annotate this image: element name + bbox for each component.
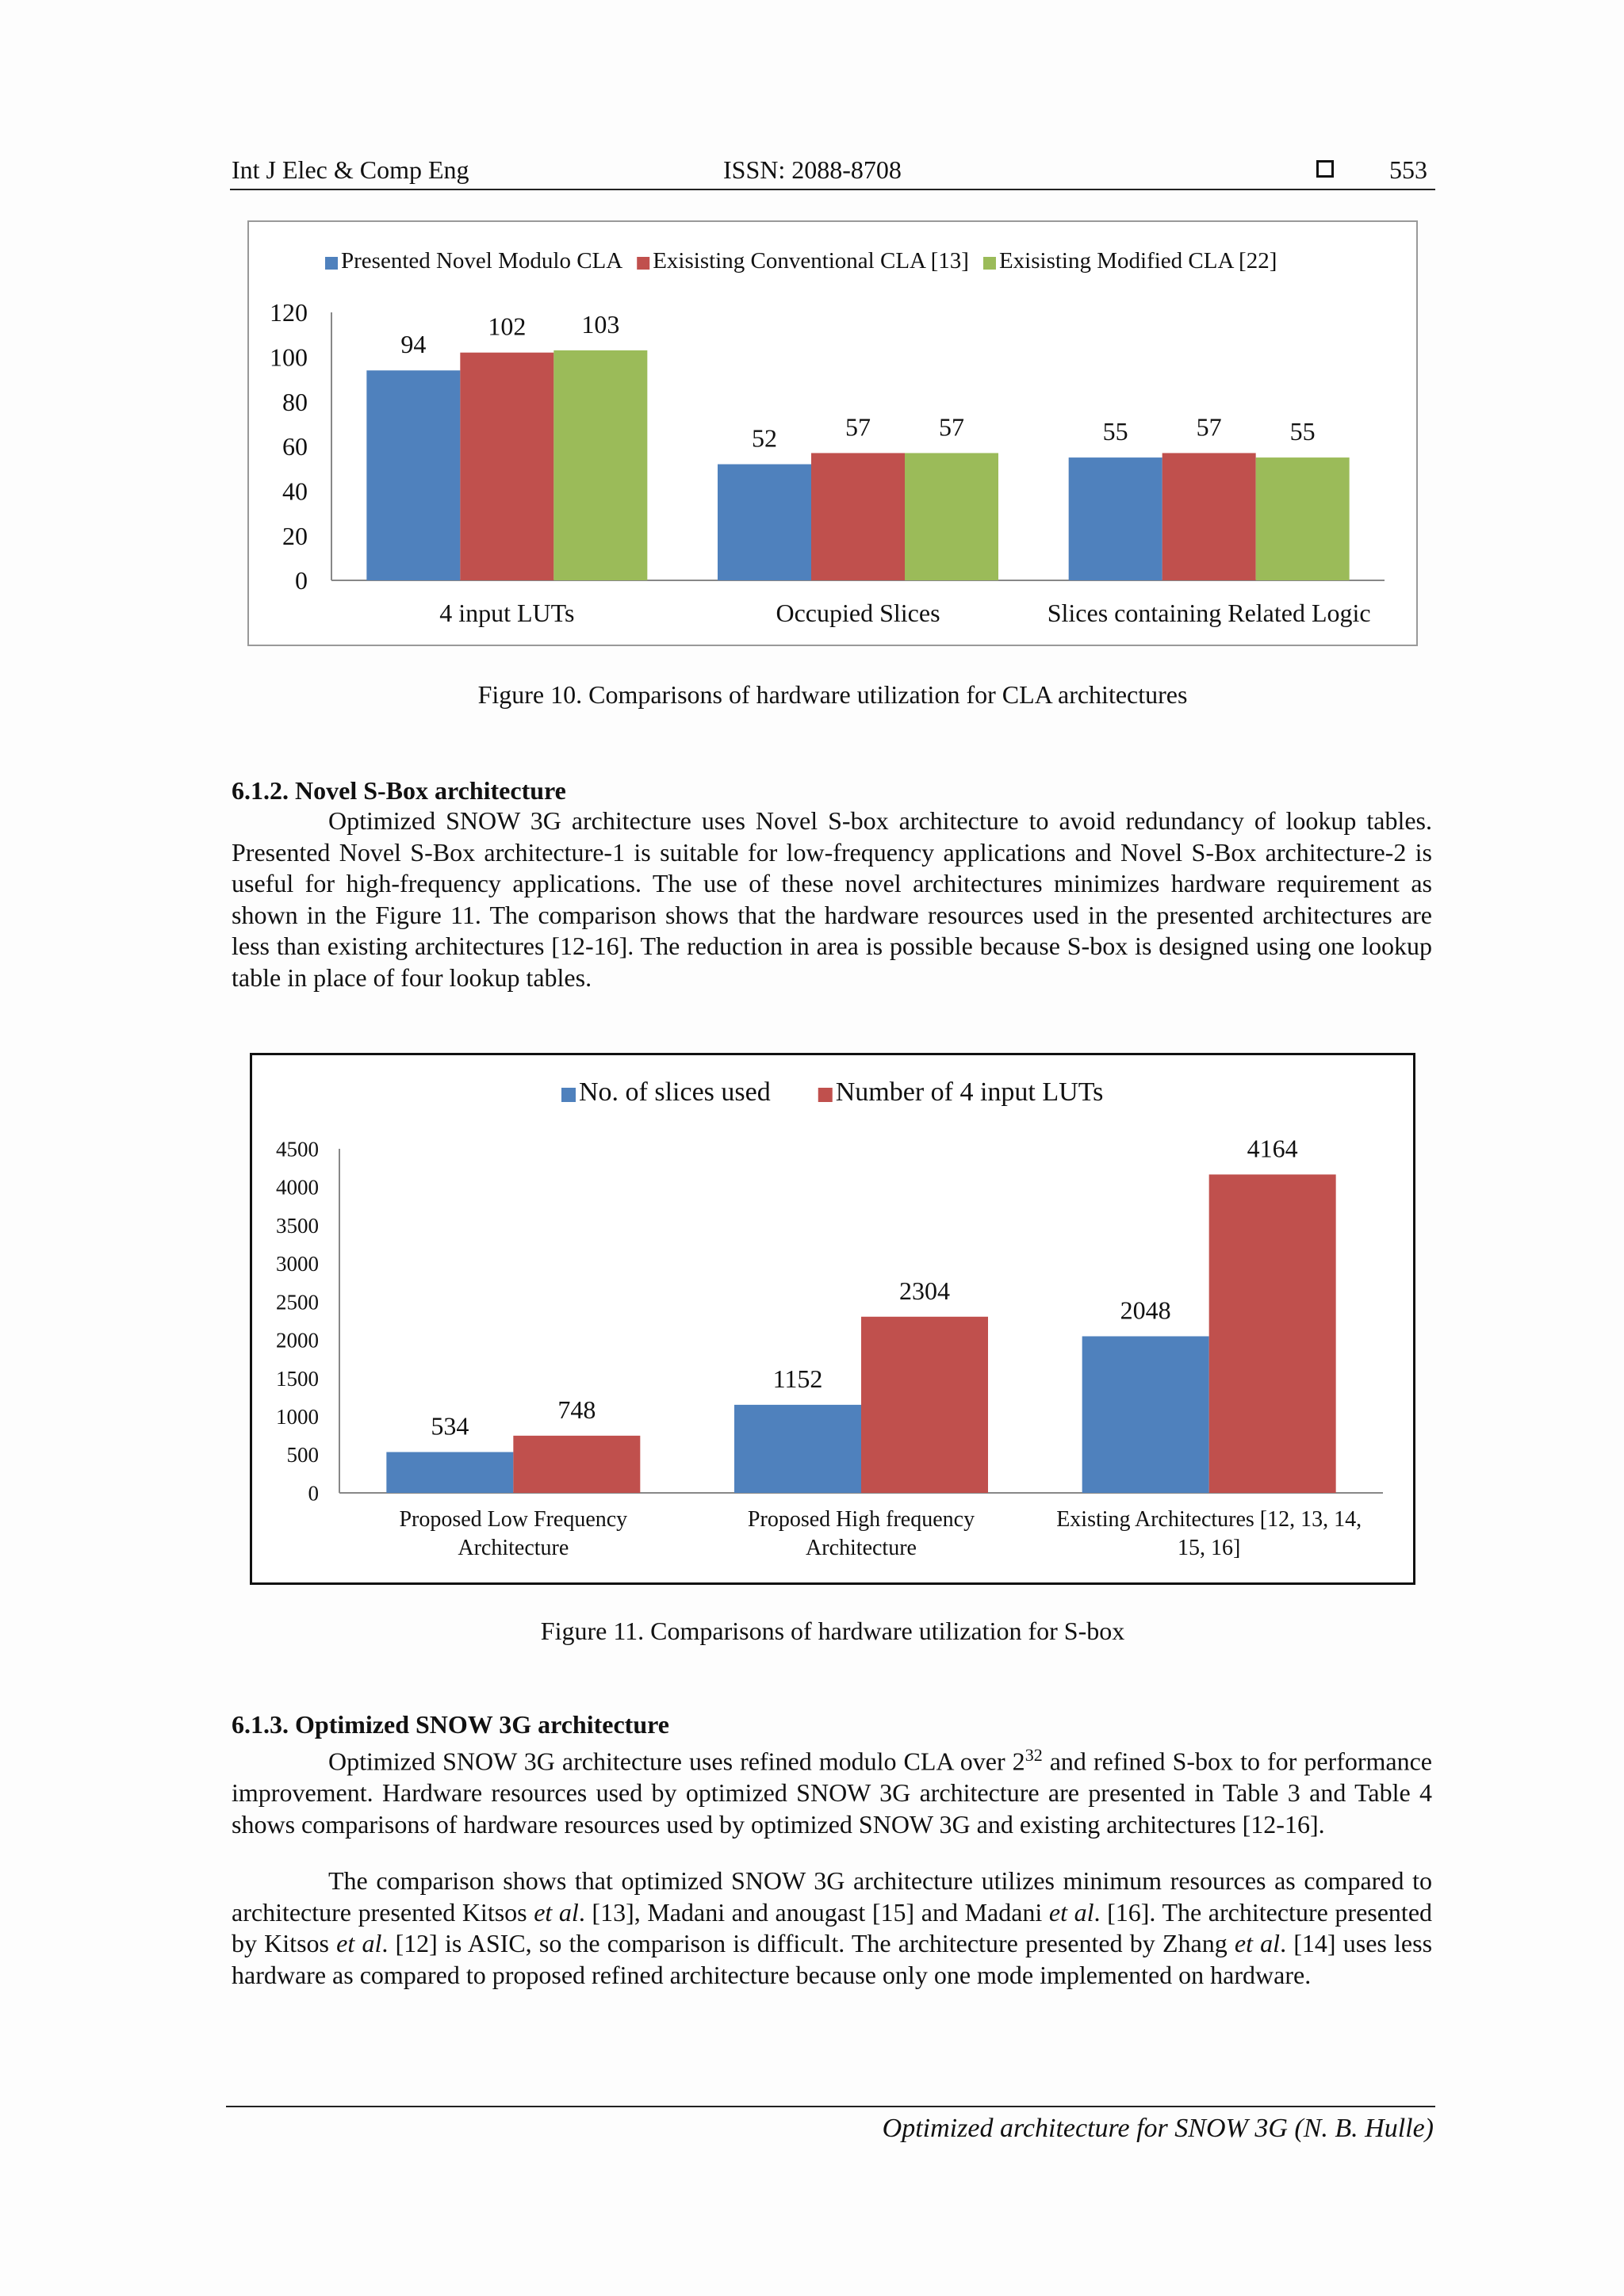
figure-10-chart (247, 220, 1418, 646)
y-tick-label-6: 120 (270, 298, 308, 327)
value-label-2-0: 2048 (1120, 1295, 1171, 1325)
bar-2-0 (1069, 457, 1162, 580)
legend-label-2: Exisisting Modified CLA [22] (998, 248, 1277, 274)
square-bullet-icon (1316, 160, 1334, 178)
category-label-1: Occupied Slices (776, 599, 940, 627)
figure-11-chart (250, 1053, 1415, 1585)
value-label-1-1: 2304 (899, 1276, 950, 1305)
bar-0-0 (386, 1452, 513, 1493)
y-tick-label-0: 0 (308, 1481, 319, 1506)
y-tick-label-3: 1500 (276, 1366, 319, 1391)
et-al-3: et al (336, 1929, 382, 1958)
figure-11-caption: Figure 11. Comparisons of hardware utilization for S-box (540, 1617, 1125, 1645)
section-6-1-3-title: 6.1.3. Optimized SNOW 3G architecture (232, 1710, 669, 1739)
section-6-1-3-paragraph-1 (232, 1739, 1432, 1840)
value-label-0-2: 103 (581, 309, 620, 339)
value-label-1-0: 1152 (772, 1364, 823, 1393)
journal-name: Int J Elec & Comp Eng (232, 155, 469, 184)
page-number: 553 (1389, 155, 1427, 184)
bar-0-1 (460, 353, 553, 580)
category-label-2-1: 15, 16] (1178, 1536, 1241, 1560)
value-label-0-0: 534 (431, 1411, 469, 1441)
legend-swatch-0 (325, 257, 338, 270)
bar-1-2 (905, 453, 998, 580)
p2-text-e: . [14] uses less hardware as compared to proposed refined architecture because only one mode implemented on hardware. (232, 1929, 1433, 1989)
superscript-32: 32 (1025, 1745, 1043, 1765)
y-tick-label-8: 4000 (276, 1175, 319, 1200)
y-tick-label-7: 3500 (276, 1213, 319, 1238)
bar-0-1 (513, 1436, 640, 1493)
category-label-1-0: Proposed High frequency (747, 1507, 975, 1532)
bar-1-1 (811, 453, 905, 580)
running-title: Optimized architecture for SNOW 3G (N. B. Hulle) (882, 2114, 1434, 2143)
value-label-2-0: 55 (1102, 417, 1128, 446)
bar-2-1 (1209, 1174, 1336, 1493)
p1-text-a: Optimized SNOW 3G architecture uses refined modulo CLA over 2 (328, 1747, 1025, 1776)
legend-swatch-0 (561, 1088, 576, 1102)
y-tick-label-9: 4500 (276, 1137, 319, 1161)
et-al-2: et al (1048, 1897, 1094, 1927)
value-label-1-2: 57 (939, 412, 964, 442)
y-tick-label-3: 60 (282, 432, 308, 461)
category-label-0-1: Architecture (458, 1536, 569, 1560)
bar-0-0 (366, 370, 460, 580)
section-6-1-3-paragraph-2 (232, 1866, 1432, 1991)
p2-text-d: . [12] is ASIC, so the comparison is difficult. The architecture presented by Zhang (381, 1929, 1235, 1958)
p2-text-a: The comparison shows that optimized SNOW 3G architecture utilizes minimum resources as compared to architecture presented Kitsos (232, 1866, 1432, 1927)
y-tick-label-6: 3000 (276, 1252, 319, 1276)
y-tick-label-2: 40 (282, 476, 308, 506)
legend-label-0: No. of slices used (579, 1077, 771, 1107)
category-label-0-0: Proposed Low Frequency (399, 1507, 628, 1532)
header-rule (230, 189, 1435, 190)
category-label-2: Slices containing Related Logic (1047, 599, 1371, 627)
value-label-2-1: 57 (1196, 412, 1222, 442)
chart-10-svg (249, 222, 1416, 645)
y-tick-label-1: 20 (282, 521, 308, 550)
value-label-0-0: 94 (400, 330, 427, 359)
bar-1-0 (734, 1405, 861, 1493)
bar-2-0 (1082, 1336, 1209, 1493)
y-tick-label-5: 100 (270, 342, 308, 372)
y-tick-label-1: 500 (286, 1443, 319, 1468)
p1-text-b: and refined S-box to for performance improvement. Hardware resources used by optimized SNOW 3G architecture are presented in Table 3 and Table 4 shows comparisons of hardware resources used by optimized SNOW 3G and existing architectures [12-16]. (232, 1747, 1433, 1839)
legend-swatch-2 (983, 257, 996, 270)
bar-2-2 (1256, 457, 1350, 580)
bar-1-0 (718, 465, 811, 580)
bar-2-1 (1162, 453, 1256, 580)
y-tick-label-4: 2000 (276, 1328, 319, 1353)
section-6-1-2-title: 6.1.2. Novel S-Box architecture (232, 776, 566, 805)
category-label-0: 4 input LUTs (439, 599, 575, 627)
chart-11-svg (252, 1055, 1413, 1582)
bar-1-1 (861, 1317, 988, 1493)
footer-rule (226, 2106, 1435, 2107)
value-label-0-1: 102 (488, 312, 527, 341)
value-label-1-0: 52 (752, 423, 777, 453)
et-al-4: et al (1234, 1929, 1281, 1958)
value-label-1-1: 57 (845, 412, 871, 442)
legend-label-1: Exisisting Conventional CLA [13] (653, 248, 969, 274)
value-label-2-2: 55 (1289, 417, 1316, 446)
y-tick-label-0: 0 (295, 566, 308, 595)
figure-10-caption: Figure 10. Comparisons of hardware utilization for CLA architectures (477, 680, 1188, 709)
y-tick-label-2: 1000 (276, 1405, 319, 1429)
value-label-2-1: 4164 (1247, 1134, 1298, 1163)
legend-swatch-1 (818, 1088, 833, 1102)
y-tick-label-4: 80 (282, 387, 308, 416)
bar-0-2 (553, 350, 647, 580)
section-6-1-2-paragraph: Optimized SNOW 3G architecture uses Novel S-box architecture to avoid redundancy of lookup tables. Presented Novel S-Box architecture-1 is suitable for low-frequency applications and Novel S-Box architecture-2 is useful for high-frequency applications. The use of these novel architectures minimizes hardware requirement as shown in the Figure 11. The comparison shows that the hardware resources used in the presented architectures are less than existing architectures [12-16]. The reduction in area is possible because S-box is designed using one lookup table in place of four lookup tables. (232, 806, 1432, 992)
category-label-2-0: Existing Architectures [12, 13, 14, (1056, 1507, 1362, 1532)
value-label-0-1: 748 (557, 1395, 596, 1424)
category-label-1-1: Architecture (806, 1536, 917, 1560)
et-al-1: et al (534, 1897, 579, 1927)
p2-text-c: . [16]. The architecture presented by Kitsos (232, 1897, 1433, 1958)
legend-label-1: Number of 4 input LUTs (835, 1077, 1104, 1107)
legend-swatch-1 (637, 257, 649, 270)
y-tick-label-5: 2500 (276, 1290, 319, 1314)
p2-text-b: . [13], Madani and anougast [15] and Madani (578, 1897, 1049, 1927)
legend-label-0: Presented Novel Modulo CLA (341, 248, 623, 274)
issn: ISSN: 2088-8708 (723, 155, 902, 184)
